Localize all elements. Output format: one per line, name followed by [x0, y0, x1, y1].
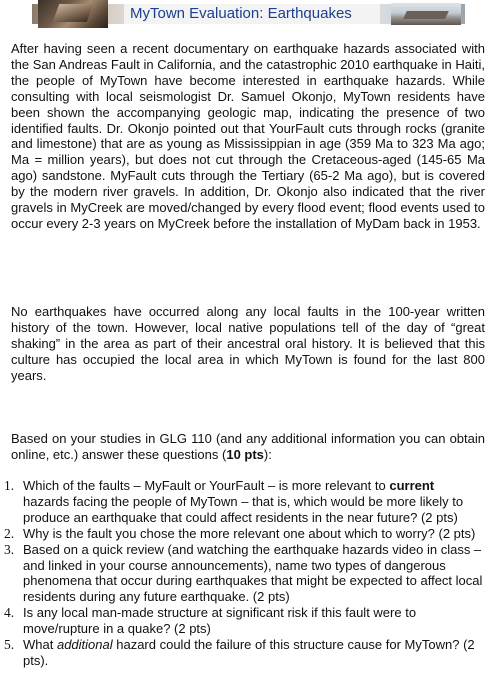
question-number: 4.	[4, 605, 15, 621]
header-banner	[32, 0, 465, 28]
question-item	[0, 542, 483, 606]
question-number: 5.	[4, 637, 15, 653]
points-total: 10 pts	[226, 446, 264, 462]
question-text: What	[23, 637, 57, 653]
question-text: hazard could the failure of this structure cause for MyTown? (2 pts).	[23, 637, 475, 668]
question-text: hazards facing the people of MyTown – that is, which would be more likely to produce an earthquake that could affect residents in the near future? (2 pts)	[23, 493, 464, 525]
question-item	[0, 478, 483, 526]
question-item	[0, 526, 483, 542]
instructions-end: ):	[263, 446, 272, 462]
question-text: Which of the faults – MyFault or YourFault – is more relevant to	[23, 478, 390, 493]
question-number: 1.	[4, 478, 15, 493]
page-title: MyTown Evaluation: Earthquakes	[124, 4, 380, 24]
question-item	[0, 605, 483, 637]
earthquake-photo-right	[391, 3, 461, 25]
question-list	[0, 478, 497, 669]
question-number: 3.	[4, 541, 15, 557]
question-number: 2.	[4, 525, 15, 541]
intro-paragraph: After having seen a recent documentary on earthquake hazards associated with the San Andreas Fault in California, and the catastrophic 2010 earthquake in Haiti, the people of MyTown have become interested in earthquake hazards. While consulting with local seismologist Dr. Samuel Okonjo, MyTown residents have been shown the accompanying geologic map, indicating the presence of two identified faults. Dr. Okonjo pointed out that YourFault cuts through rocks (granite and limestone) that are as young as Mississippian in age (359 Ma to 323 Ma ago; Ma = million years), but does not cut through the Cretaceous-aged (145-65 Ma ago) sandstone. MyFault cuts through the Tertiary (65-2 Ma ago), but is covered by the modern river gravels. In addition, Dr. Okonjo also indicated that the river gravels in MyCreek are moved/changed by every flood event; flood events used to occur every 2-3 years on MyCreek before the installation of MyDam back in 1953.	[11, 41, 485, 231]
question-text: Why is the fault you chose the more relevant one about which to worry? (2 pts)	[23, 525, 476, 541]
question-emphasis: additional	[56, 637, 113, 653]
question-text: Is any local man-made structure at significant risk if this fault were to move/rupture in a quake? (2 pts)	[23, 605, 417, 637]
question-emphasis: current	[389, 478, 435, 493]
history-paragraph: No earthquakes have occurred along any local faults in the 100-year written history of the town. However, local native populations tell of the day of “great shaking” in the area as part of their ancestral oral history. It is believed that this culture has occupied the local area in which MyTown is found for the last 800 years.	[11, 304, 485, 383]
earthquake-photo-left	[38, 0, 108, 28]
instructions-text: Based on your studies in GLG 110 (and any additional information you can obtain online, etc.) answer these questions (	[11, 431, 485, 462]
instructions-paragraph	[11, 431, 485, 463]
question-text: Based on a quick review (and watching the earthquake hazards video in class – and linked in your course announcements), name two types of dangerous phenomena that occur during earthquakes that might be expected to affect local residents during any future earthquake. (2 pts)	[23, 541, 483, 605]
question-item	[0, 637, 483, 669]
